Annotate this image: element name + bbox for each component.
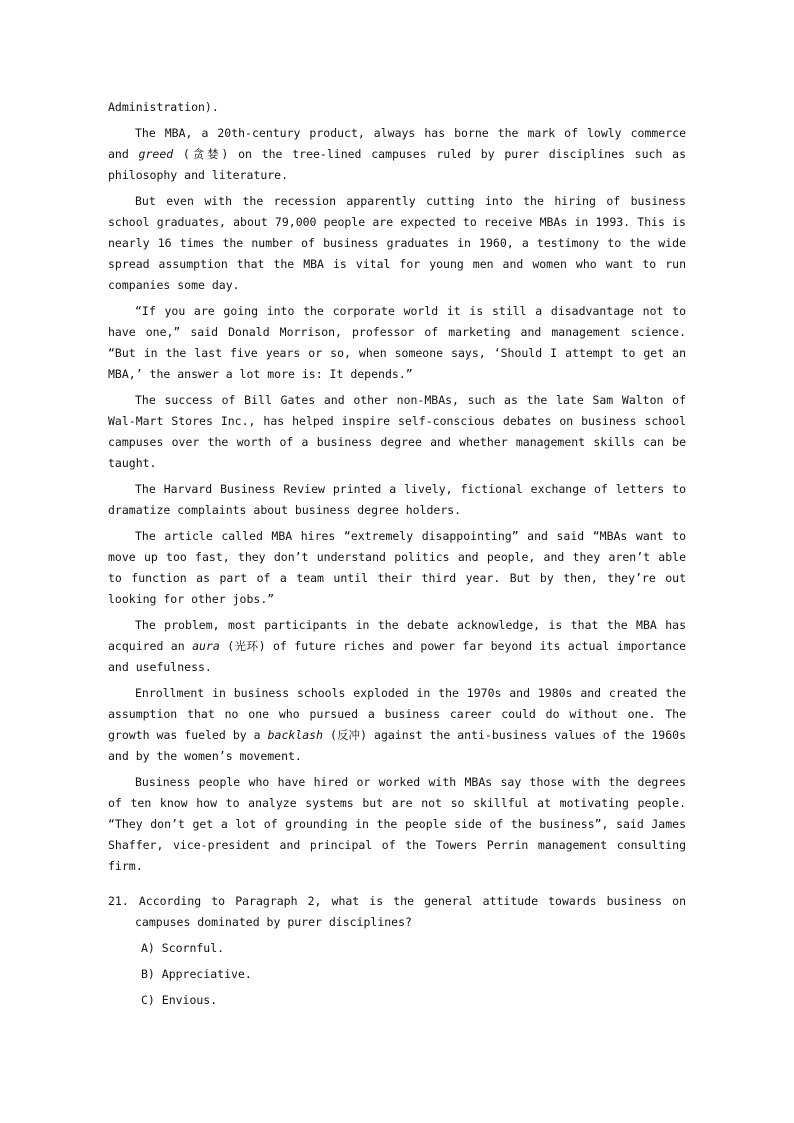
glossed-term: aura bbox=[192, 639, 220, 653]
passage-paragraph-2: But even with the recession apparently cutting into the hiring of business school graduates, about 79,000 people are expected to receive MBAs in 1993. This is nearly 16 times the number of business graduates in 1960, a testimony to the wide spread assumption that the MBA is vital for young men and women who want to run companies some day. bbox=[108, 194, 686, 292]
answer-option-a[interactable]: A) Scornful. bbox=[141, 941, 225, 955]
answer-option-b[interactable]: B) Appreciative. bbox=[141, 967, 252, 981]
answer-option-c[interactable]: C) Envious. bbox=[141, 993, 218, 1007]
passage-paragraph-8: Enrollment in business schools exploded in the 1970s and 1980s and created the assumption that no one who pursued a business career could do without one. The growth was fueled by a backlash (反冲) against the anti-business values of the 1960s and by the women’s movement. bbox=[108, 686, 687, 763]
question-text: According to Paragraph 2, what is the general attitude towards business on campuses dominated by purer disciplines? bbox=[128, 894, 686, 929]
passage-paragraph-7: The problem, most participants in the debate acknowledge, is that the MBA has acquired an aura (光环) of future riches and power far beyond its actual importance and usefulness. bbox=[108, 618, 686, 674]
glossed-term: backlash bbox=[267, 728, 323, 742]
passage-paragraph-3: “If you are going into the corporate world it is still a disadvantage not to have one,” said Donald Morrison, professor of marketing and management science. “But in the last five years or so, when someone says, ‘Should I attempt to get an MBA,’ the answer a lot more is: It depends.” bbox=[108, 304, 686, 381]
chinese-gloss: (反冲) bbox=[322, 728, 375, 742]
passage-paragraph-6: The article called MBA hires “extremely disappointing” and said “MBAs want to move up too fast, they don’t understand politics and people, and they aren’t able to function as part of a team until their third year. But by then, they’re out looking for other jobs.” bbox=[108, 529, 686, 606]
passage-paragraph-9: Business people who have hired or worked with MBAs say those with the degrees of ten know how to analyze systems but are not so skillful at motivating people. “They don’t get a lot of grounding in the people side of the business”, said James Shaffer, vice-president and principal of the Towers Perrin management consulting firm. bbox=[108, 775, 686, 873]
passage-paragraph-5: The Harvard Business Review printed a lively, fictional exchange of letters to dramatize complaints about business degree holders. bbox=[108, 482, 686, 517]
document-page bbox=[108, 97, 686, 1011]
question-21 bbox=[108, 891, 686, 933]
passage-paragraph-1: The MBA, a 20th-century product, always has borne the mark of lowly commerce and greed (贪婪) on the tree-lined campuses ruled by purer disciplines such as philosophy and literature. bbox=[108, 126, 686, 182]
glossed-term: greed bbox=[138, 147, 174, 161]
passage-paragraph-0: Administration). bbox=[108, 100, 219, 114]
passage-paragraph-4: The success of Bill Gates and other non-MBAs, such as the late Sam Walton of Wal-Mart Stores Inc., has helped inspire self-conscious debates on business school campuses over the worth of a business degree and whether management skills can be taught. bbox=[108, 393, 686, 470]
chinese-gloss: (贪婪) bbox=[173, 147, 239, 161]
chinese-gloss: (光环) bbox=[219, 639, 273, 653]
question-number: 21. bbox=[108, 894, 129, 908]
